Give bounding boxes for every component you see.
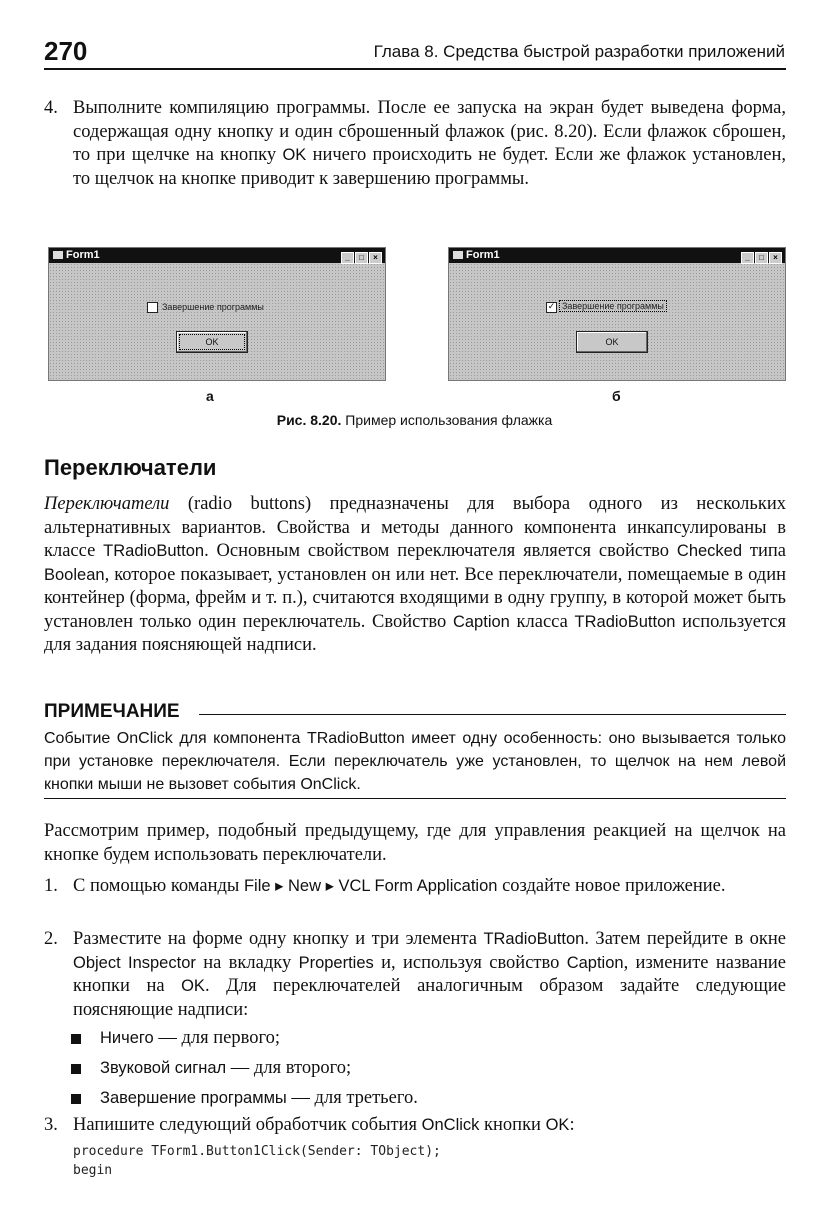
code-run: OK: [545, 1116, 570, 1134]
minimize-icon[interactable]: _: [741, 252, 754, 264]
step-number: 3.: [44, 1115, 58, 1135]
screenshot-window-b: [448, 247, 786, 381]
minimize-icon[interactable]: _: [341, 252, 354, 264]
code-run: Caption: [566, 953, 624, 972]
chapter-title: Глава 8. Средства быстрой разработки приложений: [373, 42, 785, 61]
text-run: на вкладку: [195, 952, 299, 973]
text-run: :: [569, 1115, 575, 1135]
code-run: Object Inspector: [73, 953, 196, 972]
window-title: Form1: [66, 249, 100, 261]
code-run: Boolean: [44, 565, 105, 584]
text-run: . Затем перейдите в окне: [584, 929, 787, 949]
step-3: [44, 1114, 786, 1138]
step-number: 1.: [44, 876, 58, 896]
code-run: Звуковой сигнал: [100, 1059, 227, 1077]
checkbox-label: Завершение программы: [562, 301, 664, 311]
text-run: Выполните компиляцию программы. После ее запуска на экран будет выведена форма, содержащая одну кнопку и один сброшенный флажок (рис. 8.20). Если флажок сброшен, то при щелчке на кнопку: [73, 98, 786, 165]
bullet-square-icon: [71, 1034, 81, 1044]
figure-caption: [0, 412, 829, 428]
code-run: Ничего: [100, 1029, 154, 1047]
figure-sublabel-b: б: [612, 388, 621, 404]
checkbox-label: Завершение программы: [162, 302, 264, 312]
note-heading: ПРИМЕЧАНИЕ: [44, 701, 180, 722]
section-paragraph: [44, 493, 786, 658]
note-heading-rule: [199, 714, 786, 715]
text-run: — для второго;: [226, 1058, 352, 1078]
code-run: Завершение программы: [100, 1089, 287, 1107]
checkbox[interactable]: ✓: [547, 302, 556, 312]
code-run: OK: [282, 146, 307, 164]
window-titlebar: [449, 248, 785, 263]
note-bottom-rule: [44, 798, 786, 799]
text-run: кнопки: [479, 1115, 546, 1135]
code-run: TRadioButton: [574, 612, 676, 631]
page-number: 270: [44, 36, 88, 66]
text-run: . Для переключателей аналогичным образом задайте следующие поясняющие надписи:: [73, 976, 786, 1020]
step-text: [73, 97, 786, 191]
step-4: [44, 97, 786, 191]
text-run: , которое показывает, установлен он или нет. Все переключатели, помещаемые в один контейнер (форма, фрейм и т. п.), считаются входящими в одну группу, в которой может быть установлен только один переключатель. Свойство: [44, 564, 786, 632]
form-icon: [453, 251, 463, 259]
text-run: С помощью команды: [73, 876, 244, 896]
ok-button[interactable]: OK: [576, 331, 648, 353]
step-number: 4.: [44, 98, 58, 118]
note-text: Событие OnClick для компонента TRadioButton имеет одну особенность: оно вызывается только при установке переключателя. Если переключатель уже установлен, то щелчок на нем левой кнопки мыши не вызовет события OnClick.: [44, 730, 786, 793]
bullet-square-icon: [71, 1094, 81, 1104]
code-run: File ▸ New ▸ VCL Form Application: [243, 877, 498, 895]
figure-caption-text: Пример использования флажка: [341, 412, 553, 428]
text-run: создайте новое приложение.: [497, 876, 726, 896]
code-run: OK: [181, 977, 205, 995]
step-text: [73, 1114, 786, 1138]
term: Переключатели: [44, 494, 170, 514]
figure-number: Рис. 8.20.: [276, 412, 342, 428]
code-run: TRadioButton: [103, 542, 205, 560]
screenshot-window-a: [48, 247, 386, 381]
text-run: и, используя свойство: [373, 952, 567, 973]
form-icon: [53, 251, 63, 259]
text-run: — для третьего.: [286, 1088, 418, 1108]
window-title: Form1: [466, 249, 500, 261]
text-run: , измените название кнопки на: [73, 952, 786, 996]
maximize-icon[interactable]: □: [755, 252, 768, 264]
maximize-icon[interactable]: □: [355, 252, 368, 264]
intro-paragraph: Рассмотрим пример, подобный предыдущему, где для управления реакцией на щелчок на кнопке будем использовать переключатели.: [44, 821, 786, 865]
text-run: класса: [509, 611, 575, 632]
header-rule: [44, 68, 786, 70]
figure-sublabel-a: а: [206, 388, 214, 404]
text-run: ничего происходить не будет. Если же флажок установлен, то щелчок на кнопке приводит к завершению программы.: [73, 145, 786, 189]
code-run: Caption: [452, 612, 510, 631]
code-run: TRadioButton: [483, 930, 585, 948]
window-titlebar: [49, 248, 385, 263]
text-run: Напишите следующий обработчик события: [73, 1115, 422, 1135]
code-line: begin: [73, 1163, 113, 1178]
close-icon[interactable]: ×: [369, 252, 382, 264]
code-run: Checked: [676, 542, 743, 560]
code-run: OnClick: [421, 1116, 480, 1134]
code-run: Properties: [298, 953, 374, 972]
text-run: Разместите на форме одну кнопку и три элемента: [73, 929, 484, 949]
ok-button[interactable]: OK: [176, 331, 248, 353]
section-title: Переключатели: [44, 455, 217, 480]
code-line: procedure TForm1.Button1Click(Sender: TObject);: [73, 1144, 441, 1159]
text-run: . Основным свойством переключателя является свойство: [204, 541, 677, 561]
text-run: — для первого;: [153, 1028, 281, 1048]
step-2: [44, 928, 786, 1022]
checkbox[interactable]: [147, 302, 158, 313]
text-run: используется для задания поясняющей надписи.: [44, 611, 786, 655]
text-run: (radio buttons) предназначены для выбора одного из нескольких альтернативных вариантов. Свойства и методы данного компонента инкапсулированы в классе: [44, 494, 786, 561]
bullet-square-icon: [71, 1064, 81, 1074]
step-text: [73, 928, 786, 1022]
step-text: [73, 875, 786, 899]
text-run: типа: [742, 541, 786, 561]
step-1: [44, 875, 786, 899]
step-number: 2.: [44, 929, 58, 949]
close-icon[interactable]: ×: [769, 252, 782, 264]
